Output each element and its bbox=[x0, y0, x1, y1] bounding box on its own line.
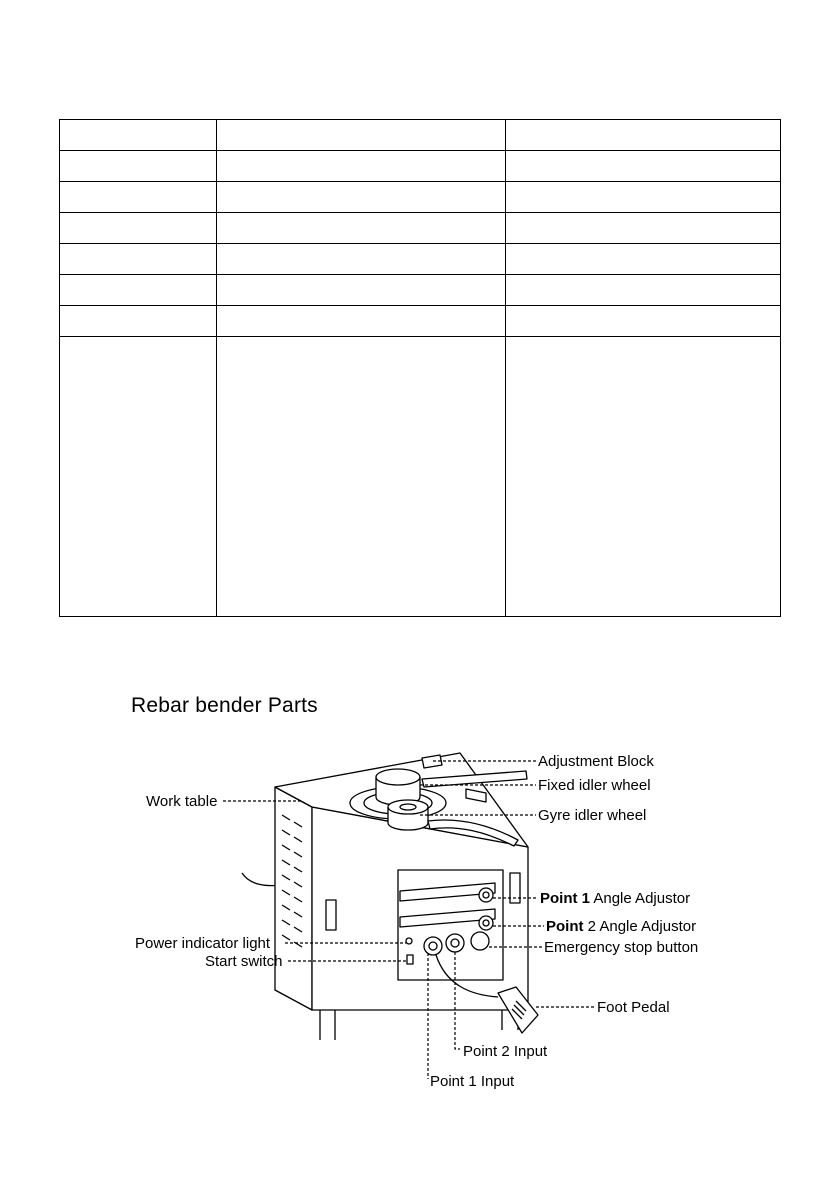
table-row bbox=[60, 306, 781, 337]
table-cell bbox=[60, 337, 217, 617]
label-gyre-idler-wheel: Gyre idler wheel bbox=[538, 807, 647, 824]
label-point2-adjustor-rest: 2 Angle Adjustor bbox=[583, 918, 697, 935]
table-cell bbox=[217, 275, 506, 306]
label-power-indicator-light: Power indicator light bbox=[135, 935, 271, 952]
machine-legs bbox=[320, 1010, 518, 1040]
table-cell bbox=[506, 182, 781, 213]
label-point2-adjustor-bold: Point bbox=[546, 918, 584, 935]
table-cell bbox=[217, 151, 506, 182]
table-cell bbox=[60, 275, 217, 306]
table-cell bbox=[506, 213, 781, 244]
table-row bbox=[60, 337, 781, 617]
label-point1-adjustor-rest: Angle Adjustor bbox=[590, 890, 691, 907]
table-cell bbox=[60, 151, 217, 182]
table-cell bbox=[506, 275, 781, 306]
label-point1-adjustor-bold: Point 1 bbox=[540, 890, 591, 907]
table-cell bbox=[217, 213, 506, 244]
label-emergency-stop-button: Emergency stop button bbox=[544, 939, 699, 956]
table-row bbox=[60, 151, 781, 182]
table-cell bbox=[60, 244, 217, 275]
table-cell bbox=[60, 182, 217, 213]
table-cell bbox=[60, 306, 217, 337]
table-row bbox=[60, 213, 781, 244]
table-cell bbox=[217, 337, 506, 617]
table-cell bbox=[60, 120, 217, 151]
label-start-switch: Start switch bbox=[205, 953, 283, 970]
table-row bbox=[60, 244, 781, 275]
rebar-bender-parts-diagram bbox=[130, 745, 730, 1105]
power-indicator-light-shape bbox=[406, 938, 412, 944]
table-cell bbox=[60, 213, 217, 244]
table-cell bbox=[217, 182, 506, 213]
section-title: Rebar bender Parts bbox=[131, 694, 318, 717]
label-point1-input: Point 1 Input bbox=[430, 1073, 515, 1090]
label-adjustment-block: Adjustment Block bbox=[538, 753, 654, 770]
table-cell bbox=[506, 306, 781, 337]
machine-illustration bbox=[242, 753, 538, 1040]
machine-left-side bbox=[275, 787, 312, 1010]
label-work-table: Work table bbox=[146, 793, 218, 810]
table-row bbox=[60, 182, 781, 213]
table-cell bbox=[506, 151, 781, 182]
table-cell bbox=[506, 244, 781, 275]
side-handle bbox=[326, 900, 336, 930]
label-point1-angle-adjustor bbox=[540, 890, 690, 907]
label-point2-input: Point 2 Input bbox=[463, 1043, 548, 1060]
table-cell bbox=[506, 120, 781, 151]
label-fixed-idler-wheel: Fixed idler wheel bbox=[538, 777, 651, 794]
table-cell bbox=[217, 244, 506, 275]
table-row bbox=[60, 275, 781, 306]
table-cell bbox=[506, 337, 781, 617]
label-point2-angle-adjustor bbox=[546, 918, 696, 935]
table-cell bbox=[217, 120, 506, 151]
table-cell bbox=[217, 306, 506, 337]
start-switch-shape bbox=[407, 955, 413, 964]
label-foot-pedal: Foot Pedal bbox=[597, 999, 670, 1016]
emergency-stop-shape bbox=[471, 932, 489, 950]
specification-table bbox=[59, 119, 781, 617]
table-row bbox=[60, 120, 781, 151]
